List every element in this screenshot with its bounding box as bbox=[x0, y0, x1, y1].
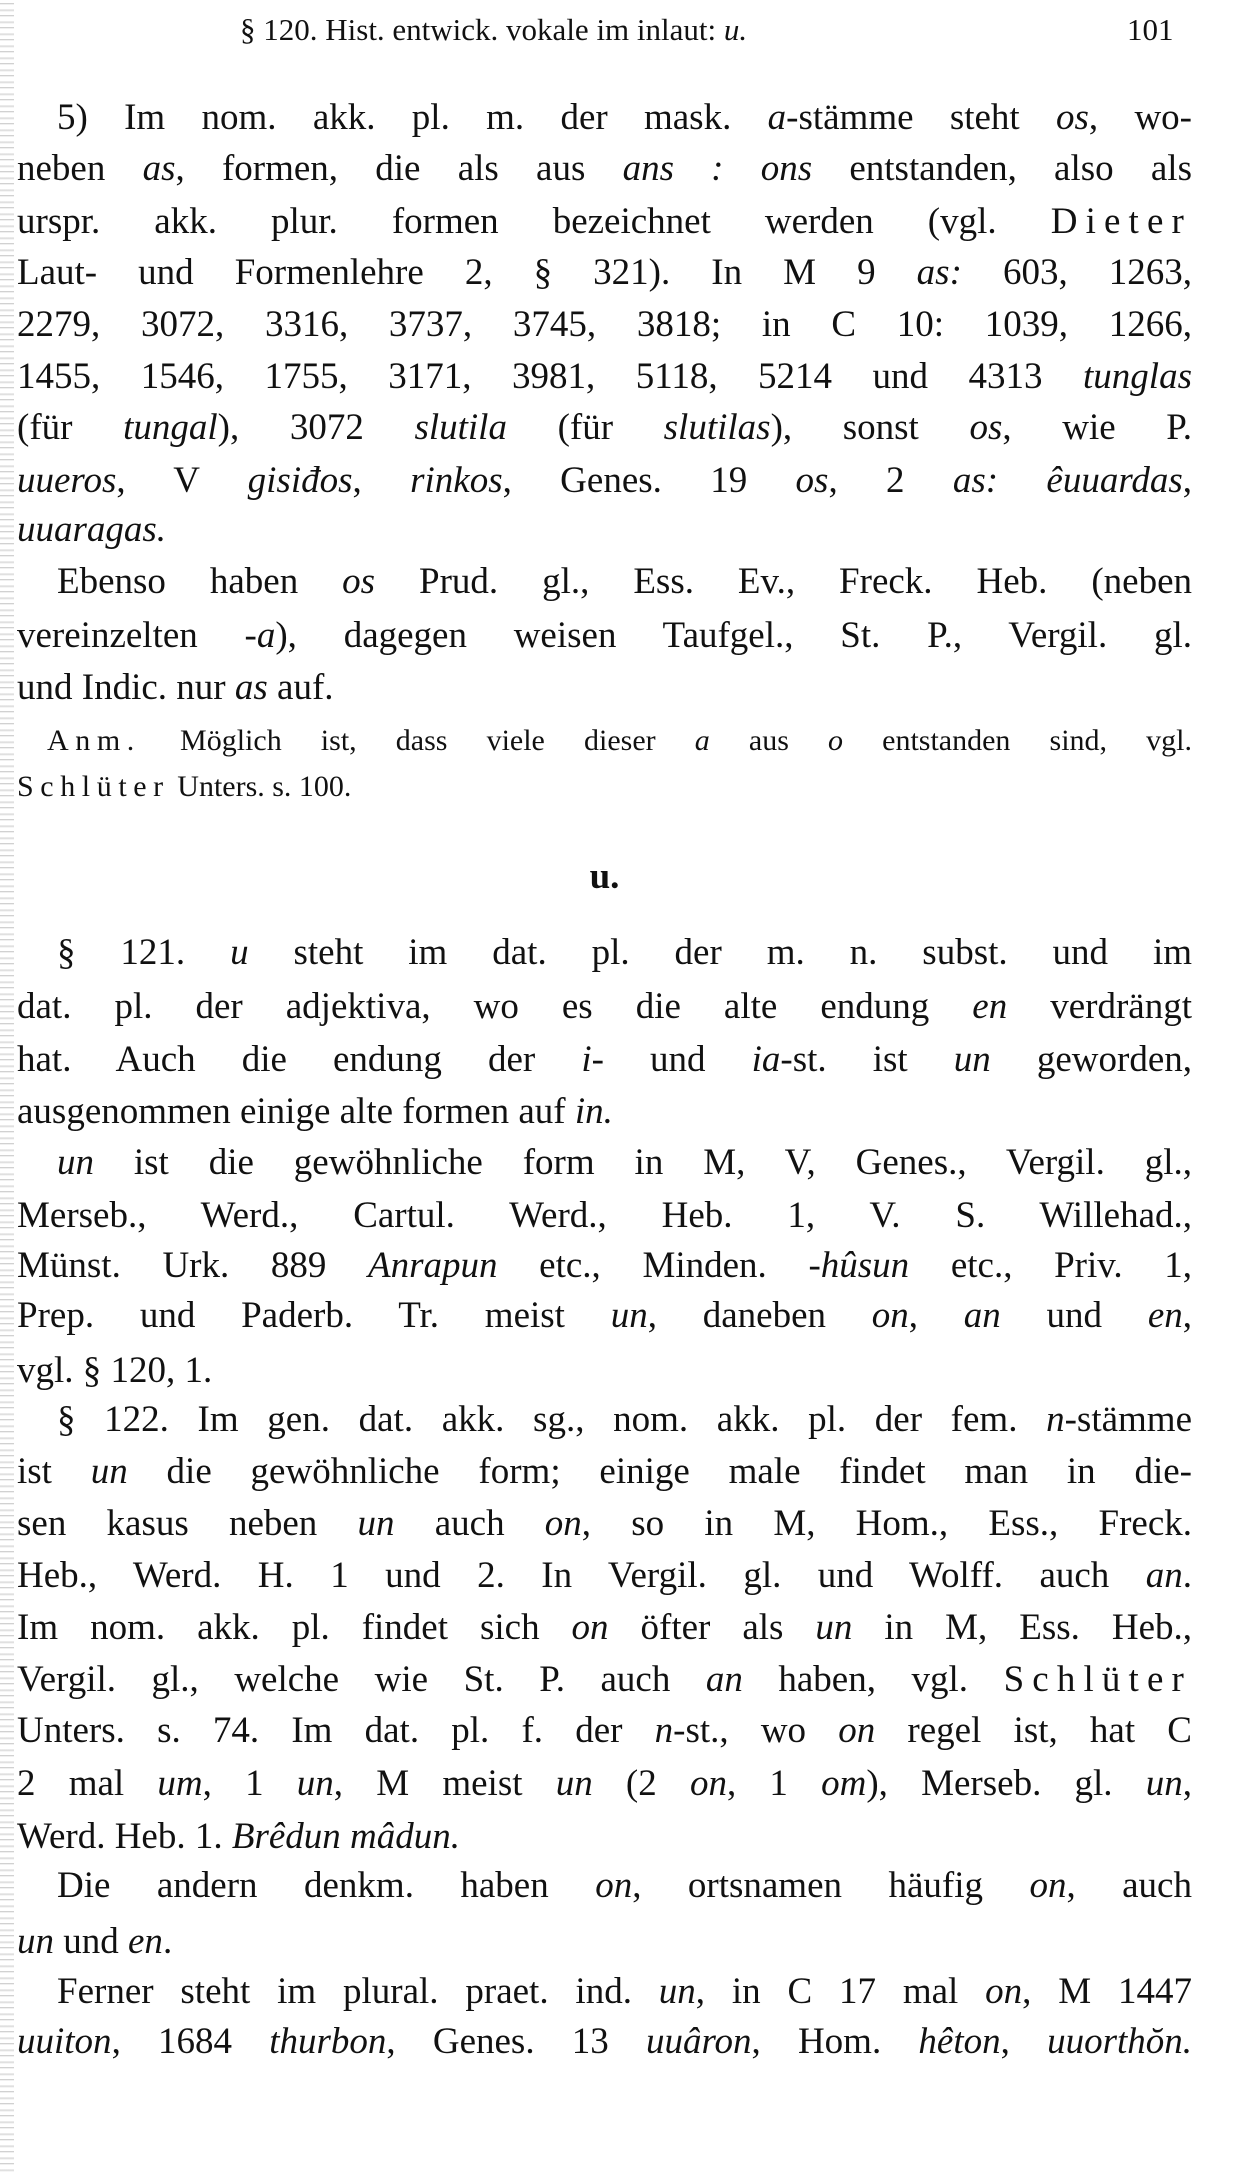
italic-text: rinkos bbox=[410, 460, 503, 501]
text-run: § 122. Im gen. dat. akk. sg., nom. akk. pl. der fem. bbox=[57, 1399, 1047, 1440]
text-run: ist die gewöhnliche form in M, V, Genes., Vergil. gl., bbox=[94, 1142, 1192, 1183]
italic-text: on bbox=[838, 1710, 876, 1751]
italic-text: Brêdun mâdun. bbox=[231, 1816, 461, 1857]
italic-text: o bbox=[828, 724, 843, 757]
paragraph-un-line bbox=[17, 1191, 1192, 1241]
note-anm-line bbox=[17, 762, 1192, 812]
italic-text: an bbox=[1145, 1555, 1183, 1596]
text-run: auch bbox=[394, 1503, 545, 1544]
text-run: und bbox=[1000, 1295, 1148, 1336]
italic-text: un bbox=[17, 1921, 54, 1962]
text-run: , Genes. 13 bbox=[386, 2021, 646, 2062]
text-run: entstanden sind, vgl. bbox=[843, 724, 1193, 757]
text-run: geworden, bbox=[990, 1039, 1193, 1080]
text-run: , formen, die als aus bbox=[175, 148, 623, 189]
italic-text: os bbox=[342, 561, 376, 602]
text-run: (2 bbox=[592, 1763, 690, 1804]
text-run: und bbox=[603, 1039, 752, 1080]
paragraph-5-line bbox=[57, 93, 1192, 143]
italic-text: un bbox=[953, 1039, 991, 1080]
text-run: verdrängt bbox=[1007, 986, 1192, 1027]
italic-text: uuaragas. bbox=[17, 509, 167, 550]
text-run: -stämme bbox=[1064, 1399, 1192, 1440]
paragraph-un-line bbox=[57, 1138, 1192, 1188]
italic-text: un bbox=[90, 1451, 128, 1492]
italic-text: an bbox=[963, 1295, 1001, 1336]
paragraph-5-line bbox=[17, 144, 1192, 194]
text-run: , bbox=[1182, 460, 1193, 501]
text-run: entstanden, also als bbox=[812, 148, 1192, 189]
italic-text: uuiton bbox=[17, 2021, 112, 2062]
text-run: , daneben bbox=[647, 1295, 872, 1336]
text-run: die gewöhnliche form; einige male findet man in die- bbox=[127, 1451, 1192, 1492]
paragraph-122-line bbox=[17, 1812, 1192, 1862]
header-title-italic: u. bbox=[723, 12, 748, 47]
italic-text: -hûsun bbox=[808, 1245, 910, 1286]
text-run: und bbox=[54, 1921, 128, 1962]
text-run: Im nom. akk. pl. findet sich bbox=[17, 1607, 572, 1648]
text-run: etc., Minden. bbox=[497, 1245, 809, 1286]
paragraph-ebenso-line bbox=[17, 663, 1192, 713]
page-number: 101 bbox=[1127, 12, 1174, 47]
text-run: hat. Auch die endung der bbox=[17, 1039, 582, 1080]
italic-text: ans : ons bbox=[622, 148, 813, 189]
spaced-text: Schlüter bbox=[17, 770, 170, 803]
italic-text: on bbox=[689, 1763, 727, 1804]
text-run: , M 1447 bbox=[1022, 1971, 1192, 2012]
paragraph-121-line bbox=[17, 1035, 1192, 1085]
paragraph-die-andern-line bbox=[57, 1861, 1192, 1911]
text-run: ausgenommen einige alte formen auf bbox=[17, 1091, 575, 1132]
italic-text: os bbox=[1056, 97, 1089, 138]
text-run: 2 mal bbox=[17, 1763, 158, 1804]
text-run: Ferner steht im plural. praet. ind. bbox=[57, 1971, 659, 2012]
italic-text: slutilas bbox=[663, 407, 771, 448]
text-run: , ortsnamen häufig bbox=[632, 1865, 1030, 1906]
text-run: , 1 bbox=[202, 1763, 297, 1804]
italic-text: Anrapun bbox=[368, 1245, 498, 1286]
spaced-text: Schlüter bbox=[1003, 1659, 1193, 1700]
text-run: 1455, 1546, 1755, 3171, 3981, 5118, 5214 und 4313 bbox=[17, 356, 1084, 397]
text-run: . bbox=[162, 1921, 173, 1962]
text-run: haben, vgl. bbox=[742, 1659, 1004, 1700]
text-run: vereinzelten bbox=[17, 615, 245, 656]
paragraph-5-line bbox=[17, 248, 1192, 298]
paragraph-122-line bbox=[17, 1551, 1192, 1601]
text-run: Werd. Heb. 1. bbox=[17, 1816, 232, 1857]
italic-text: on bbox=[571, 1607, 609, 1648]
text-run: Prud. gl., Ess. Ev., Freck. Heb. (neben bbox=[375, 561, 1192, 602]
italic-text: thurbon bbox=[269, 2021, 387, 2062]
italic-text: an bbox=[705, 1659, 743, 1700]
paragraph-5-line bbox=[17, 352, 1192, 402]
text-run: Heb., Werd. H. 1 und 2. In Vergil. gl. und Wolff. auch bbox=[17, 1555, 1146, 1596]
italic-text: gisiđos bbox=[247, 460, 353, 501]
paragraph-5-line bbox=[17, 300, 1192, 350]
text-run: in M, Ess. Heb., bbox=[852, 1607, 1192, 1648]
italic-text: un bbox=[57, 1142, 94, 1183]
text-run: Die andern denkm. haben bbox=[57, 1865, 596, 1906]
italic-text: on bbox=[985, 1971, 1023, 2012]
text-run: Merseb., Werd., Cartul. Werd., Heb. 1, V. S. Willehad., bbox=[17, 1195, 1192, 1236]
text-run: etc., Priv. 1, bbox=[909, 1245, 1193, 1286]
italic-text: om bbox=[821, 1763, 867, 1804]
italic-text: u bbox=[230, 932, 249, 973]
text-run: , bbox=[1182, 1763, 1192, 1804]
text-run: , Genes. 19 bbox=[502, 460, 796, 501]
text-run: steht im dat. pl. der m. n. subst. und im bbox=[248, 932, 1192, 973]
italic-text: un bbox=[815, 1607, 853, 1648]
text-run: Unters. s. 74. Im dat. pl. f. der bbox=[17, 1710, 655, 1751]
section-heading-u-line bbox=[17, 852, 1192, 902]
text-run: (für bbox=[17, 407, 124, 448]
italic-text: un bbox=[1145, 1763, 1183, 1804]
header-title: § 120. Hist. entwick. vokale im inlaut: bbox=[240, 12, 724, 47]
italic-text: ia bbox=[751, 1039, 781, 1080]
text-run: vgl. § 120, 1. bbox=[17, 1350, 213, 1391]
italic-text: uuorthŏn. bbox=[1047, 2021, 1193, 2062]
italic-text: en bbox=[972, 986, 1008, 1027]
italic-text: os bbox=[795, 460, 829, 501]
text-run: dat. pl. der adjektiva, wo es die alte endung bbox=[17, 986, 973, 1027]
text-run: , wie P. bbox=[1002, 407, 1192, 448]
italic-text: in. bbox=[574, 1091, 613, 1132]
paragraph-122-line bbox=[17, 1603, 1192, 1653]
paragraph-5-line bbox=[17, 403, 1192, 453]
text-run: u. bbox=[589, 856, 620, 897]
text-run: -st., wo bbox=[673, 1710, 839, 1751]
text-run: ), sonst bbox=[770, 407, 970, 448]
text-run: , V bbox=[116, 460, 248, 501]
paragraph-un-line bbox=[17, 1241, 1192, 1291]
text-run: Unters. s. 100. bbox=[169, 770, 352, 803]
paragraph-122-line bbox=[57, 1395, 1192, 1445]
italic-text: on bbox=[1029, 1865, 1067, 1906]
spaced-text: Anm. bbox=[47, 724, 141, 757]
italic-text: hêton bbox=[918, 2021, 1001, 2062]
italic-text: slutila bbox=[414, 407, 507, 448]
text-run: sen kasus neben bbox=[17, 1503, 358, 1544]
text-run: urspr. akk. plur. formen bezeichnet werden (vgl. bbox=[17, 201, 1051, 242]
italic-text: um bbox=[157, 1763, 203, 1804]
scan-edge bbox=[0, 0, 14, 2175]
text-run: auf. bbox=[267, 667, 334, 708]
paragraph-122-line bbox=[17, 1706, 1192, 1756]
text-run: , 2 bbox=[828, 460, 953, 501]
text-run: regel ist, hat C bbox=[875, 1710, 1192, 1751]
text-run: , bbox=[1182, 1295, 1192, 1336]
italic-text: on bbox=[871, 1295, 909, 1336]
text-run: ), Merseb. gl. bbox=[866, 1763, 1146, 1804]
text-run: aus bbox=[709, 724, 828, 757]
running-header bbox=[240, 8, 747, 52]
italic-text: as: bbox=[916, 252, 962, 293]
text-run: , bbox=[908, 1295, 964, 1336]
text-run: -stämme steht bbox=[786, 97, 1056, 138]
italic-text: tunglas bbox=[1083, 356, 1192, 397]
text-run: , M meist bbox=[333, 1763, 556, 1804]
paragraph-121-line bbox=[17, 982, 1192, 1032]
italic-text: n bbox=[1046, 1399, 1065, 1440]
italic-text: on bbox=[595, 1865, 633, 1906]
italic-text: uuâron bbox=[645, 2021, 752, 2062]
text-run: , bbox=[352, 460, 411, 501]
text-run: und Indic. nur bbox=[17, 667, 235, 708]
paragraph-ferner-line bbox=[17, 2017, 1192, 2067]
italic-text: un bbox=[610, 1295, 648, 1336]
italic-text: as: êuuardas bbox=[952, 460, 1183, 501]
spaced-text: Dieter bbox=[1050, 201, 1192, 242]
text-run: 603, 1263, bbox=[961, 252, 1193, 293]
text-run: (für bbox=[506, 407, 664, 448]
text-run: Ebenso haben bbox=[57, 561, 343, 602]
italic-text: uueros bbox=[17, 460, 117, 501]
paragraph-121-line bbox=[57, 928, 1192, 978]
italic-text: tungal bbox=[123, 407, 218, 448]
paragraph-122-line bbox=[17, 1759, 1192, 1809]
italic-text: en bbox=[1147, 1295, 1183, 1336]
text-run: ), dagegen weisen Taufgel., St. P., Vergil. gl. bbox=[275, 615, 1192, 656]
text-run: , in C 17 mal bbox=[695, 1971, 986, 2012]
text-run: Münst. Urk. 889 bbox=[17, 1245, 369, 1286]
text-run: § 121. bbox=[57, 932, 231, 973]
text-run: Möglich ist, dass viele dieser bbox=[140, 724, 695, 757]
text-run: , bbox=[1000, 2021, 1048, 2062]
paragraph-ferner-line bbox=[57, 1967, 1192, 2017]
text-run: , Hom. bbox=[751, 2021, 919, 2062]
italic-text: os bbox=[969, 407, 1003, 448]
text-run: , so in M, Hom., Ess., Freck. bbox=[581, 1503, 1192, 1544]
paragraph-122-line bbox=[17, 1655, 1192, 1705]
italic-text: n bbox=[654, 1710, 674, 1751]
text-run: Vergil. gl., welche wie St. P. auch bbox=[17, 1659, 706, 1700]
note-anm-line bbox=[47, 716, 1192, 766]
italic-text: as bbox=[234, 667, 268, 708]
paragraph-die-andern-line bbox=[17, 1917, 1192, 1967]
text-run: ist bbox=[17, 1451, 91, 1492]
paragraph-5-line bbox=[17, 197, 1192, 247]
italic-text: un bbox=[357, 1503, 395, 1544]
text-run: öfter als bbox=[608, 1607, 816, 1648]
italic-text: as bbox=[142, 148, 176, 189]
paragraph-ebenso-line bbox=[17, 611, 1192, 661]
paragraph-122-line bbox=[17, 1447, 1192, 1497]
italic-text: un bbox=[658, 1971, 696, 2012]
paragraph-ebenso-line bbox=[57, 557, 1192, 607]
paragraph-5-line bbox=[17, 456, 1192, 506]
italic-text: i- bbox=[581, 1039, 604, 1080]
italic-text: un bbox=[296, 1763, 334, 1804]
italic-text: on bbox=[544, 1503, 582, 1544]
paragraph-un-line bbox=[17, 1291, 1192, 1341]
text-run: ), 3072 bbox=[217, 407, 415, 448]
text-run: -st. ist bbox=[780, 1039, 954, 1080]
text-run: , auch bbox=[1066, 1865, 1192, 1906]
paragraph-un-line bbox=[17, 1346, 1192, 1396]
text-run: , wo- bbox=[1088, 97, 1192, 138]
text-run: 2279, 3072, 3316, 3737, 3745, 3818; in C 10: 1039, 1266, bbox=[17, 304, 1192, 345]
italic-text: -a bbox=[244, 615, 276, 656]
paragraph-121-line bbox=[17, 1087, 1192, 1137]
paragraph-5-line bbox=[17, 505, 1192, 555]
italic-text: a bbox=[694, 724, 710, 757]
text-run: , 1 bbox=[726, 1763, 822, 1804]
text-run: 5) Im nom. akk. pl. m. der mask. bbox=[57, 97, 768, 138]
italic-text: en bbox=[128, 1921, 163, 1962]
text-run: Laut- und Formenlehre 2, § 321). In M 9 bbox=[17, 252, 917, 293]
text-run: neben bbox=[17, 148, 143, 189]
text-run: , 1684 bbox=[111, 2021, 270, 2062]
text-run: . bbox=[1182, 1555, 1192, 1596]
italic-text: a bbox=[767, 97, 787, 138]
paragraph-122-line bbox=[17, 1499, 1192, 1549]
italic-text: un bbox=[555, 1763, 593, 1804]
text-run: Prep. und Paderb. Tr. meist bbox=[17, 1295, 611, 1336]
